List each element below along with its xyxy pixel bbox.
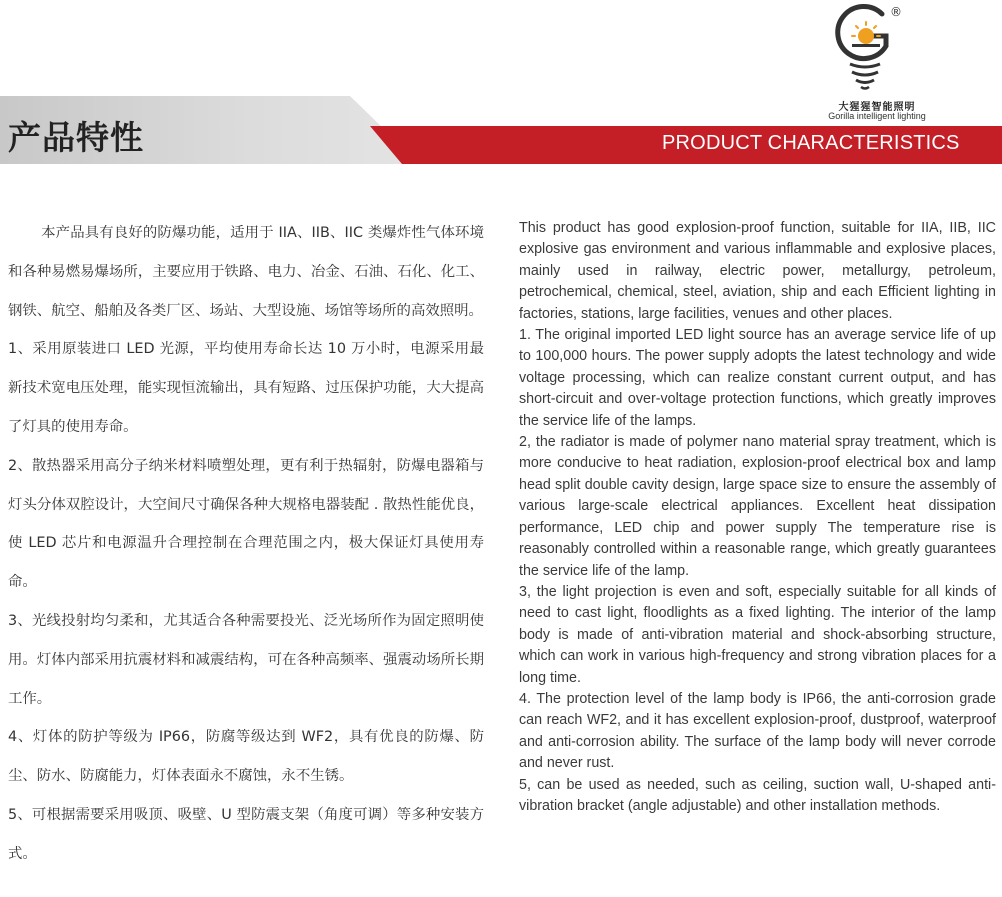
brand-name-en: Gorilla intelligent lighting <box>828 111 926 121</box>
en-paragraph-1: 1. The original imported LED light source has an average service life of up to 100,000 hours. The power supply adopts the latest technology and wide voltage processing, which can realize constant current output, and has short-circuit and over-voltage protection functions, which greatly improves the service life of the lamps. <box>519 327 996 429</box>
page-title-cn: 产品特性 <box>8 118 144 157</box>
chinese-description <box>8 214 484 874</box>
registered-mark: ® <box>890 5 902 19</box>
cn-paragraph-2: 2、散热器采用高分子纳米材料喷塑处理，更有利于热辐射，防爆电器箱与灯头分体双腔设计，大空间尺寸确保各种大规格电器装配 . 散热性能优良，使 LED 芯片和电源温升合理控制在合理范围之内，极大保证灯具使用寿命。 <box>8 457 484 591</box>
cn-paragraph-3: 3、光线投射均匀柔和，尤其适合各种需要投光、泛光场所作为固定照明使用。灯体内部采用抗震材料和减震结构，可在各种高频率、强震动场所长期工作。 <box>8 612 484 707</box>
cn-paragraph-1: 1、采用原装进口 LED 光源，平均使用寿命长达 10 万小时，电源采用最新技术宽电压处理，能实现恒流输出，具有短路、过压保护功能，大大提高了灯具的使用寿命。 <box>8 341 484 435</box>
english-description <box>519 218 996 817</box>
en-paragraph-4: 4. The protection level of the lamp body is IP66, the anti-corrosion grade can reach WF2, and it has excellent explosion-proof, dustproof, waterproof and anti-corrosion ability. The surface of the lamp body will never corrode and never rust. <box>519 690 996 772</box>
gorilla-bulb-logo-icon <box>830 2 900 94</box>
page-title-en: PRODUCT CHARACTERISTICS <box>662 132 960 154</box>
cn-paragraph-intro: 本产品具有良好的防爆功能，适用于 IIA、IIB、IIC 类爆炸性气体环境和各种易燃易爆场所，主要应用于铁路、电力、冶金、石油、石化、化工、钢铁、航空、船舶及各类厂区、场站、大型设施、场馆等场所的高效照明。 <box>8 225 484 319</box>
cn-paragraph-4: 4、灯体的防护等级为 IP66，防腐等级达到 WF2，具有优良的防爆、防尘、防水、防腐能力，灯体表面永不腐蚀，永不生锈。 <box>8 729 484 785</box>
en-paragraph-5: 5, can be used as needed, such as ceiling, suction wall, U-shaped anti-vibration bracket (angle adjustable) and other installation methods. <box>519 776 996 814</box>
en-paragraph-3: 3, the light projection is even and soft, especially suitable for all kinds of need to cast light, floodlights as a fixed lighting. The interior of the lamp body is made of anti-vibration material and shock-absorbing structure, which can work in various high-frequency and strong vibration places for a long time. <box>519 583 996 686</box>
en-paragraph-intro: This product has good explosion-proof function, suitable for IIA, IIB, IIC explosive gas environment and various inflammable and explosive places, mainly used in railway, electric power, metallurgy, petroleum, petrochemical, chemical, steel, aviation, ship and each Efficient lighting in factories, stations, large facilities, venues and other places. <box>519 220 996 322</box>
cn-paragraph-5: 5、可根据需要采用吸顶、吸壁、U 型防震支架（角度可调）等多种安装方式。 <box>8 806 484 862</box>
en-paragraph-2: 2, the radiator is made of polymer nano material spray treatment, which is more conducive to heat radiation, explosion-proof electrical box and lamp head split double cavity design, large space size to ensure the assembly of various large-scale electrical appliances. Excellent heat dissipation performance, LED chip and power supply The temperature rise is reasonably controlled within a reasonable range, which greatly guarantees the service life of the lamp. <box>519 434 996 579</box>
brand-name-cn: 大猩猩智能照明 <box>838 102 916 113</box>
